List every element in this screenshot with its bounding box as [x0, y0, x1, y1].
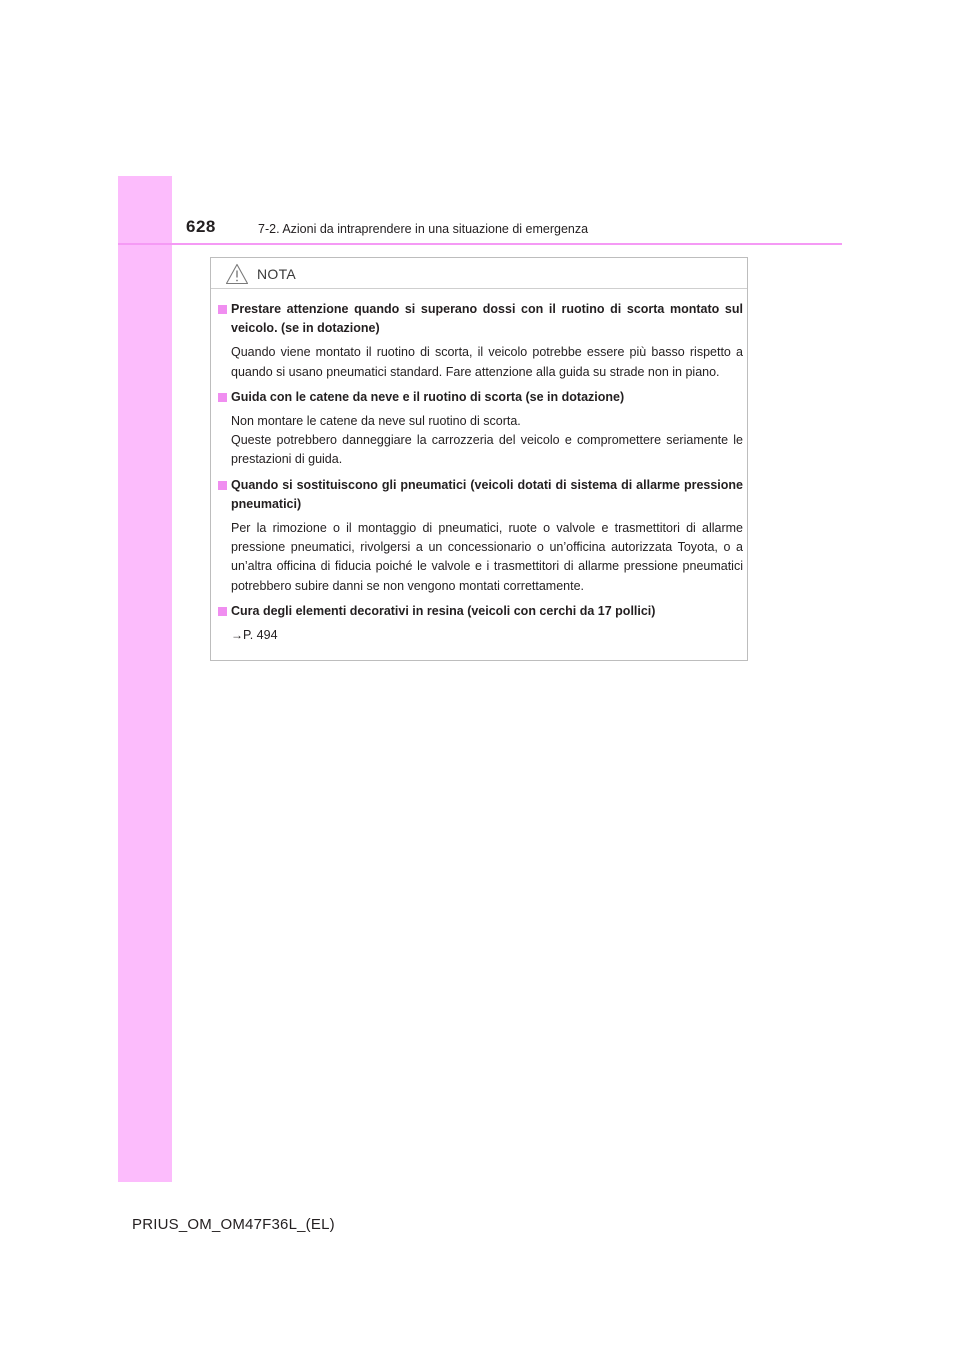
notice-box: [210, 257, 748, 661]
page-reference-text: P. 494: [243, 628, 278, 643]
notice-header: [225, 260, 296, 288]
warning-triangle-icon: [225, 263, 249, 285]
item-body: [218, 626, 743, 645]
notice-divider: [211, 288, 747, 289]
notice-item-snow-chains: [218, 388, 743, 470]
page-number: 628: [186, 217, 216, 236]
arrow-right-icon: →: [231, 628, 243, 643]
header-rule: [118, 243, 842, 245]
square-bullet-icon: [218, 607, 227, 616]
item-paragraph: Queste potrebbero danneggiare la carrozzeria del veicolo e compromettere seriamente le prestazioni di guida.: [231, 433, 743, 467]
item-heading: Quando si sostituiscono gli pneumatici (veicoli dotati di sistema di allarme pressione pneumatici): [218, 476, 743, 514]
square-bullet-icon: [218, 305, 227, 314]
item-paragraph: Per la rimozione o il montaggio di pneumatici, ruote o valvole e trasmettitori di allarme pressione pneumatici, rivolgersi a un concessionario o un’officina autorizzata Toyota, o a un’altra officina di fiducia poiché le valvole e i trasmettitori di allarme pressione pneumatici potrebbero subire danni se non vengono montati correttamente.: [231, 521, 743, 593]
item-paragraph: Quando viene montato il ruotino di scorta, il veicolo potrebbe essere più basso rispetto a quando si usano pneumatici standard. Fare attenzione alla guida su strade non in piano.: [231, 345, 743, 379]
item-body: [218, 412, 743, 470]
notice-title: NOTA: [257, 266, 297, 282]
item-heading: Guida con le catene da neve e il ruotino di scorta (se in dotazione): [218, 388, 743, 407]
square-bullet-icon: [218, 481, 227, 490]
notice-item-tire-replacement: [218, 476, 743, 596]
document-code: PRIUS_OM_OM47F36L_(EL): [132, 1216, 335, 1233]
notice-content: [218, 300, 743, 651]
square-bullet-icon: [218, 393, 227, 402]
section-title: 7-2. Azioni da intraprendere in una situazione di emergenza: [258, 222, 589, 236]
notice-item-resin-trim-care: [218, 602, 743, 645]
item-heading: Prestare attenzione quando si superano dossi con il ruotino di scorta montato sul veicolo. (se in dotazione): [218, 300, 743, 338]
item-body: [218, 343, 743, 381]
side-tab-band: [118, 176, 172, 1182]
page-reference-link[interactable]: [231, 626, 743, 645]
item-paragraph: Non montare le catene da neve sul ruotino di scorta.: [231, 414, 521, 429]
item-heading: Cura degli elementi decorativi in resina (veicoli con cerchi da 17 pollici): [218, 602, 743, 621]
item-body: [218, 519, 743, 596]
notice-item-spare-tire-bumps: [218, 300, 743, 382]
